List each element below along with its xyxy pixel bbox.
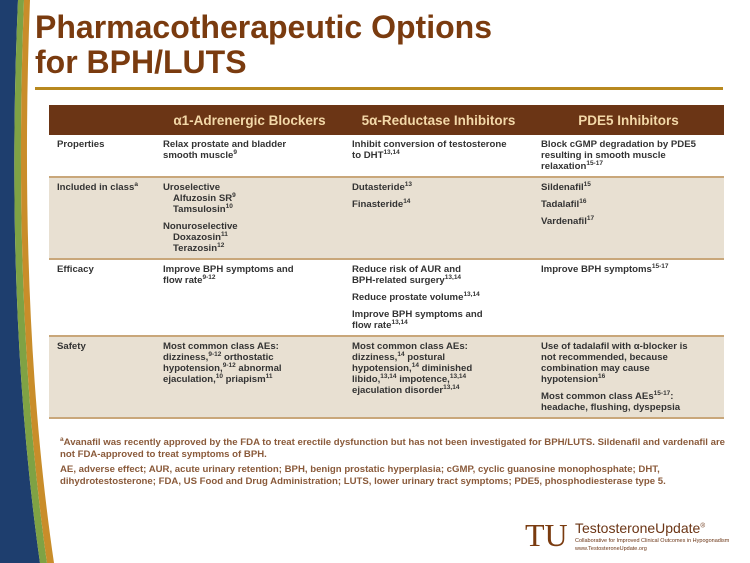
cell-properties-alpha: Relax prostate and bladder smooth muscle$^9$ xyxy=(155,135,344,177)
page-title: Pharmacotherapeutic Options for BPH/LUTS xyxy=(35,9,492,80)
header-reductase-inhibitors: 5α-Reductase Inhibitors xyxy=(344,105,533,135)
row-label: Efficacy xyxy=(49,259,155,336)
cell-efficacy-reductase: Reduce risk of AUR and BPH-related surgery$^{13,14}$ Reduce prostate volume$^{13,14}$ Improve BPH symptoms and flow rate$^{13,14}$ xyxy=(344,259,533,336)
cell-included-alpha: Uroselective Alfuzosin $SR^9$ Tamsulosin$^{10}$ Nonuroselective Doxazosin$^{11}$ Terazosin$^{12}$ xyxy=(155,177,344,259)
cell-safety-pde5: Use of tadalafil with α-blocker is not recommended, because combination may cause hypotension$^{16}$ Most common class AEs$^{15-17}$: headache, flushing, dyspepsia xyxy=(533,336,724,418)
header-empty xyxy=(49,105,155,135)
footnotes xyxy=(60,437,730,491)
table-header-row xyxy=(49,105,724,135)
table-row-included xyxy=(49,177,724,259)
cell-safety-alpha: Most common class AEs: dizziness,$^{9-12}$ orthostatic hypotension,$^{9-12}$ abnormal ejaculation,$^{10}$ priapism$^{11}$ xyxy=(155,336,344,418)
comparison-table xyxy=(49,105,724,419)
title-divider xyxy=(35,87,723,90)
footnote-abbreviations: AE, adverse effect; AUR, acute urinary retention; BPH, benign prostatic hyperplasia; cGMP, cyclic guanosine monophosphate; DHT, dihydrotestosterone; FDA, US Food and Drug Administration; LUTS, lower urinary tract symptoms; PDE5, phosphodiesterase type 5. xyxy=(60,464,666,487)
cell-properties-reductase: Inhibit conversion of testosterone to DHT$^{13,14}$ xyxy=(344,135,533,177)
footnote-a: $^a$Avanafil was recently approved by the FDA to treat erectile dysfunction but has not been investigated for BPH/LUTS. Sildenafil and vardenafil are not FDA-approved to treat symptoms of BPH. xyxy=(60,435,726,460)
table-row-properties xyxy=(49,135,724,177)
logo-name: TestosteroneUpdate® xyxy=(575,520,706,536)
logo-tagline: Collaborative for Improved Clinical Outcomes in Hypogonadism xyxy=(575,538,730,544)
logo-url: www.TestosteroneUpdate.org xyxy=(575,546,647,552)
testosterone-update-logo xyxy=(525,518,730,558)
cell-efficacy-pde5: Improve BPH symptoms$^{15-17}$ xyxy=(533,259,724,336)
logo-mark: TU xyxy=(525,517,568,553)
header-pde5-inhibitors: PDE5 Inhibitors xyxy=(533,105,724,135)
row-label: Included in class$^a$ xyxy=(49,177,155,259)
cell-efficacy-alpha: Improve BPH symptoms and flow rate$^{9-12}$ xyxy=(155,259,344,336)
cell-safety-reductase: Most common class AEs: dizziness,$^{14}$ postural hypotension,$^{14}$ diminished libido,$^{13,14}$ impotence,$^{13,14}$ ejaculation disorder$^{13,14}$ xyxy=(344,336,533,418)
row-label: Properties xyxy=(49,135,155,177)
cell-included-reductase: Dutasteride$^{13}$ Finasteride$^{14}$ xyxy=(344,177,533,259)
row-label: Safety xyxy=(49,336,155,418)
table-row-efficacy xyxy=(49,259,724,336)
table-row-safety xyxy=(49,336,724,418)
cell-properties-pde5: Block cGMP degradation by PDE5 resulting in smooth muscle relaxation$^{15-17}$ xyxy=(533,135,724,177)
cell-included-pde5: Sildenafil$^{15}$ Tadalafil$^{16}$ Vardenafil$^{17}$ xyxy=(533,177,724,259)
header-alpha-blockers: α1-Adrenergic Blockers xyxy=(155,105,344,135)
